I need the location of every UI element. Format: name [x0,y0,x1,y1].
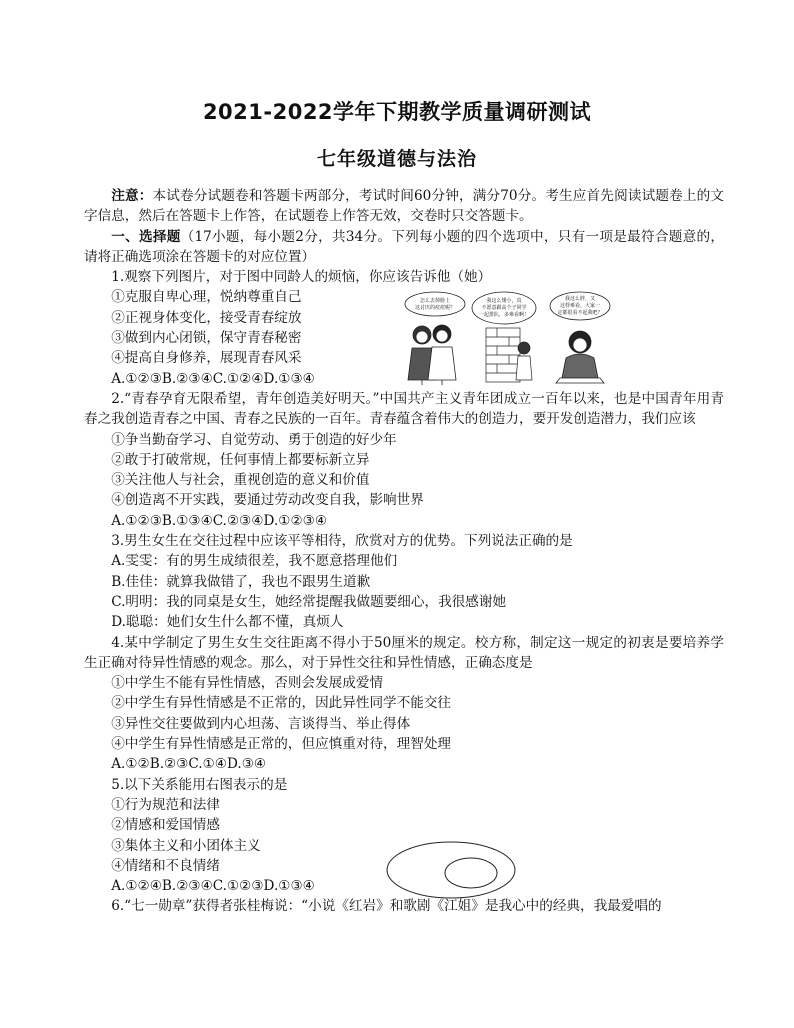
notice-text: 本试卷分试题卷和答题卡两部分，考试时间60分钟，满分70分。考生应首先阅读试题卷上的文字信息，然后在答题卡上作答，在试题卷上作答无效，交卷时只交答题卡。 [84,188,725,225]
section-text: （17小题，每小题2分，共34分。下列每小题的四个选项中，只有一项是最符合题意的，请将正确选项涂在答题卡的对应位置） [84,228,724,265]
question-5-stem: 5.以下关系能用右图表示的是 [111,776,288,793]
question-1-item: ③做到内心闭锁，保守青春秘密 [111,330,302,347]
inner-ellipse [445,858,497,888]
section-heading [84,227,724,268]
sitting-girl-figure-icon [556,331,604,383]
question-4-item: ②中学生有异性情感是不正常的，因此异性同学不能交往 [111,695,452,712]
question-5-item: ③集体主义和小团体主义 [111,837,261,854]
question-6-stem: 6.“七一勋章”获得者张桂梅说：“小说《红岩》和歌剧《江姐》是我心中的经典，我最爱唱的 [111,898,662,915]
question-5-choices: A.①②④B.②③④C.①②③D.①③④ [111,878,315,895]
question-1-item: ④提高自身修养，展现青春风采 [111,350,302,367]
question-3-option: C.明明：我的同桌是女生，她经常提醒我做题要细心，我很感谢她 [111,593,507,610]
question-4-item: ④中学生有异性情感是正常的，但应慎重对待，理智处理 [111,736,452,753]
question-2-stem: 2.“青春孕育无限希望，青年创造美好明天。”中国共产主义青年团成立一百年以来，也是中国青年用青春之我创造青春之中国、青春之民族的一百年。青春蕴含着伟大的创造力，要开发创造潜力，我们应该 [84,390,724,428]
question-5-item: ④情绪和不良情绪 [111,857,220,874]
question-1-choices: A.①②③B.②③④C.①②④D.①③④ [111,370,315,387]
bubble-2-text: 我这么矮小，真 [486,298,522,304]
question-1-item: ①克服自卑心理，悦纳尊重自己 [111,289,302,306]
question-1-cartoon [400,290,612,385]
question-4-item: ①中学生不能有异性情感，否则会发展成爱情 [111,675,384,692]
question-2-item: ④创造离不开实践，要通过劳动改变自我，影响世界 [111,492,424,509]
question-4-choices: A.①②B.②③C.①④D.③④ [111,756,267,773]
question-2-choices: A.①②③B.①③④C.②③④D.①②③④ [111,512,328,529]
bubble-3-text: 我这么胖，又 [564,296,596,302]
question-4-stem: 4.某中学制定了男生女生交往距离不得小于50厘米的规定。校方称，制定这一规定的初衷是要培养学生正确对待异性情感的观念。那么，对于异性交往和异性情感，正确态度是 [84,634,724,671]
speech-bubble-1 [405,292,465,316]
question-2-item: ②敢于打破常规，任何事情上都要标新立异 [111,451,370,468]
bubble-3-text: 这样难看，大家一 [559,303,601,309]
notice-paragraph [84,186,724,227]
question-1-item: ②正视身体变化，接受青春绽放 [111,309,302,326]
bubble-3-text: 定都很看不起我吧？ [557,310,603,316]
question-3-option: B.佳佳：就算我做错了，我也不跟男生道歉 [111,573,371,590]
girls-figure-icon [408,325,456,385]
bubble-1-text: 这讨厌的痘痘呢？ [414,305,456,311]
question-1-stem: 1.观察下列图片，对于图中同龄人的烦恼，你应该告诉他（她） [111,269,492,286]
section-label: 一、选择题 [111,228,181,245]
bubble-2-text: 一起排队，多难看啊！ [478,312,530,318]
question-5-venn-diagram [385,840,517,900]
bubble-2-text: 不愿意跟高个子同学 [481,305,527,311]
question-3-option: D.聪聪：她们女生什么都不懂，真烦人 [111,614,344,631]
question-3-stem: 3.男生女生在交往过程中应该平等相待，欣赏对方的优势。下列说法正确的是 [111,533,573,550]
outer-ellipse [387,842,515,898]
boy-wall-figure-icon [486,328,532,382]
page-title: 2021-2022学年下期教学质量调研测试 [202,100,592,124]
notice-label: 注意： [111,188,153,204]
bubble-1-text: 怎么去掉脸上 [419,298,451,304]
question-4-item: ③异性交往要做到内心坦荡、言谈得当、举止得体 [111,715,411,732]
question-3-option: A.雯雯：有的男生成绩很差，我不愿意搭理他们 [111,553,398,570]
question-5-item: ②情感和爱国情感 [111,817,220,834]
question-5-item: ①行为规范和法律 [111,796,220,813]
page-subtitle: 七年级道德与法治 [316,148,477,170]
question-2-item: ①争当勤奋学习、自觉劳动、勇于创造的好少年 [111,431,397,448]
question-2-item: ③关注他人与社会，重视创造的意义和价值 [111,472,370,489]
